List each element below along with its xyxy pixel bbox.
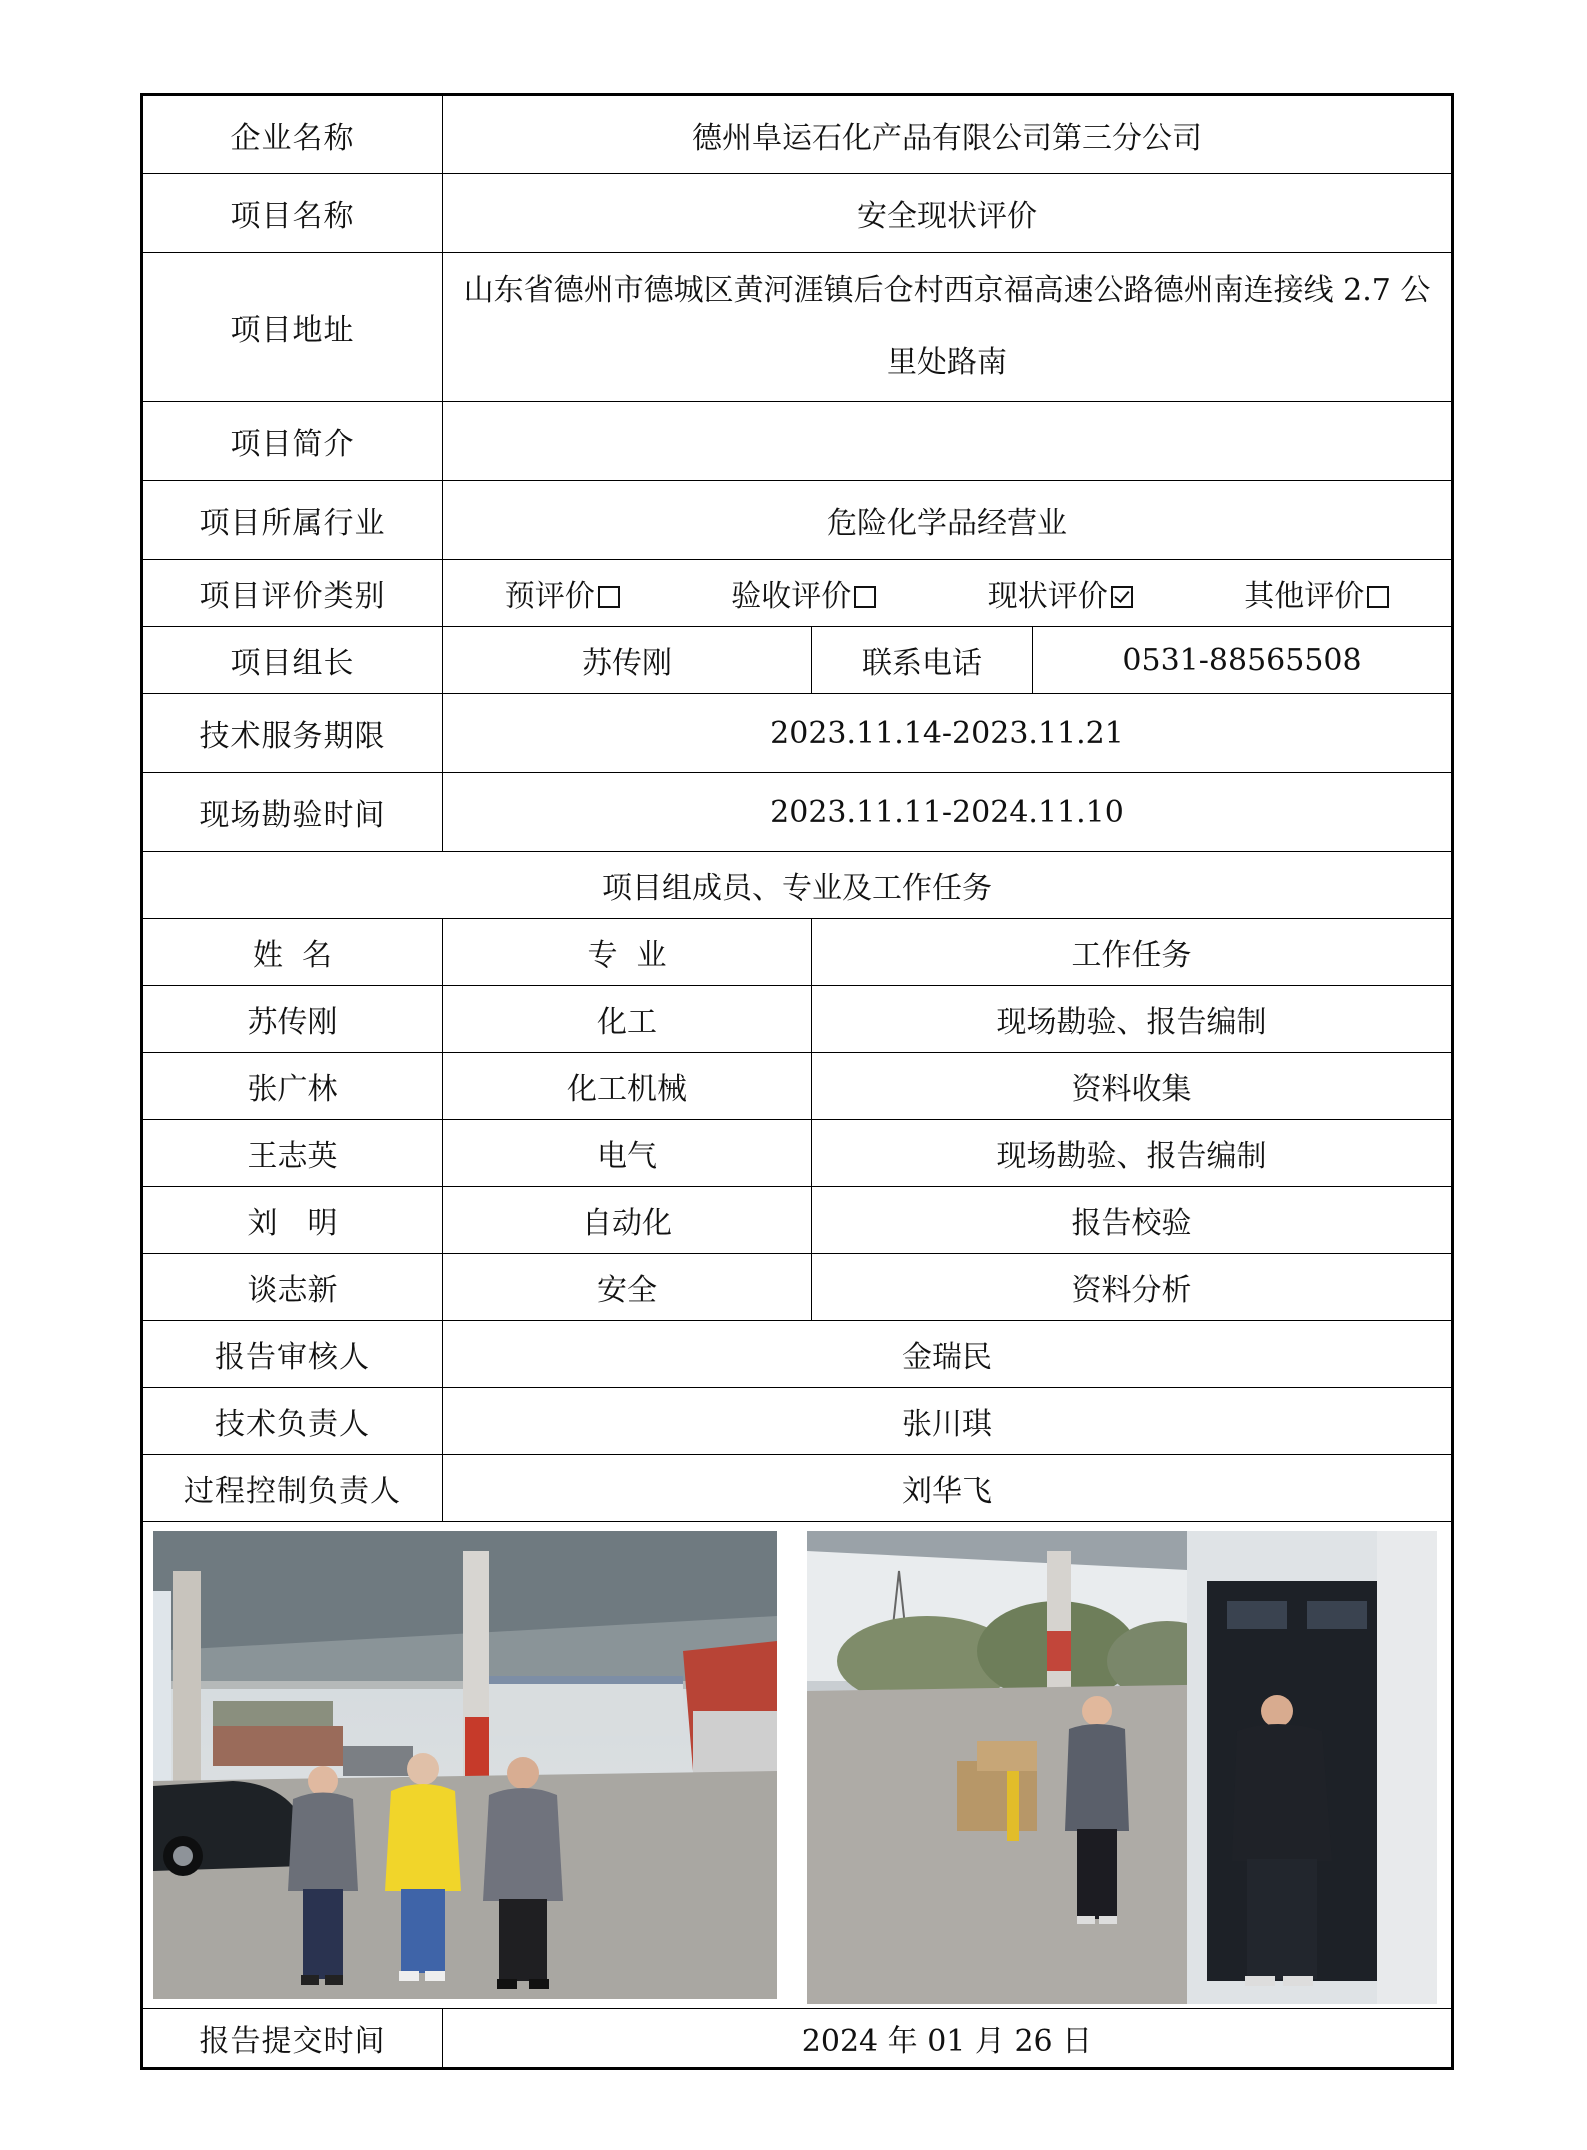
row-photos (142, 1522, 1453, 2009)
row-survey-time (142, 773, 1453, 852)
reviewer-value: 金瑞民 (443, 1321, 1453, 1388)
survey-time-value: 2023.11.11-2024.11.10 (443, 773, 1453, 852)
table-row (142, 1187, 1453, 1254)
member-name: 张广林 (142, 1053, 443, 1120)
row-address (142, 253, 1453, 402)
table-row (142, 1053, 1453, 1120)
member-major: 化工机械 (443, 1053, 812, 1120)
reviewer-label: 报告审核人 (142, 1321, 443, 1388)
members-section-title: 项目组成员、专业及工作任务 (142, 852, 1453, 919)
member-name: 王志英 (142, 1120, 443, 1187)
category-option-other: 其他评价 (1244, 571, 1389, 615)
row-process-lead (142, 1455, 1453, 1522)
site-photos (142, 1522, 1453, 2009)
address-value: 山东省德州市德城区黄河涯镇后仓村西京福高速公路德州南连接线 2.7 公里处路南 (443, 253, 1453, 402)
row-summary (142, 402, 1453, 481)
category-option-pre: 预评价 (505, 571, 620, 615)
member-name: 刘 明 (142, 1187, 443, 1254)
row-leader (142, 627, 1453, 694)
site-photo-inspection (807, 1531, 1437, 2004)
category-option-status: 现状评价 (988, 571, 1133, 615)
checkbox-icon (598, 586, 620, 608)
checked-checkbox-icon (1111, 586, 1133, 608)
row-members-title (142, 852, 1453, 919)
member-task: 资料收集 (812, 1053, 1453, 1120)
row-company (142, 95, 1453, 174)
category-label: 项目评价类别 (142, 560, 443, 627)
row-reviewer (142, 1321, 1453, 1388)
submit-time-label: 报告提交时间 (142, 2009, 443, 2069)
summary-value (443, 402, 1453, 481)
project-info-table (140, 93, 1454, 2070)
phone-value: 0531-88565508 (1033, 627, 1453, 694)
industry-label: 项目所属行业 (142, 481, 443, 560)
table-row (142, 986, 1453, 1053)
leader-value: 苏传刚 (443, 627, 812, 694)
member-major: 自动化 (443, 1187, 812, 1254)
member-name: 苏传刚 (142, 986, 443, 1053)
service-period-value: 2023.11.14-2023.11.21 (443, 694, 1453, 773)
process-lead-value: 刘华飞 (443, 1455, 1453, 1522)
category-option-acceptance: 验收评价 (731, 571, 876, 615)
leader-label: 项目组长 (142, 627, 443, 694)
process-lead-label: 过程控制负责人 (142, 1455, 443, 1522)
survey-time-label: 现场勘验时间 (142, 773, 443, 852)
company-value: 德州阜运石化产品有限公司第三分公司 (443, 95, 1453, 174)
service-period-label: 技术服务期限 (142, 694, 443, 773)
members-header-major: 专 业 (443, 919, 812, 986)
row-submit-time (142, 2009, 1453, 2069)
table-row (142, 1120, 1453, 1187)
address-label: 项目地址 (142, 253, 443, 402)
row-service-period (142, 694, 1453, 773)
category-options (443, 560, 1453, 627)
phone-label: 联系电话 (812, 627, 1033, 694)
member-major: 化工 (443, 986, 812, 1053)
row-project-name (142, 174, 1453, 253)
member-task: 现场勘验、报告编制 (812, 986, 1453, 1053)
table-row (142, 1254, 1453, 1321)
project-name-value: 安全现状评价 (443, 174, 1453, 253)
members-header-row (142, 919, 1453, 986)
tech-lead-label: 技术负责人 (142, 1388, 443, 1455)
submit-time-value: 2024 年 01 月 26 日 (443, 2009, 1453, 2069)
industry-value: 危险化学品经营业 (443, 481, 1453, 560)
project-name-label: 项目名称 (142, 174, 443, 253)
member-task: 资料分析 (812, 1254, 1453, 1321)
members-header-name: 姓 名 (142, 919, 443, 986)
row-industry (142, 481, 1453, 560)
checkbox-icon (854, 586, 876, 608)
member-task: 现场勘验、报告编制 (812, 1120, 1453, 1187)
member-name: 谈志新 (142, 1254, 443, 1321)
member-major: 电气 (443, 1120, 812, 1187)
summary-label: 项目简介 (142, 402, 443, 481)
checkbox-icon (1367, 586, 1389, 608)
members-header-task: 工作任务 (812, 919, 1453, 986)
row-category (142, 560, 1453, 627)
member-task: 报告校验 (812, 1187, 1453, 1254)
site-photo-team (153, 1531, 777, 1999)
row-tech-lead (142, 1388, 1453, 1455)
company-label: 企业名称 (142, 95, 443, 174)
tech-lead-value: 张川琪 (443, 1388, 1453, 1455)
member-major: 安全 (443, 1254, 812, 1321)
